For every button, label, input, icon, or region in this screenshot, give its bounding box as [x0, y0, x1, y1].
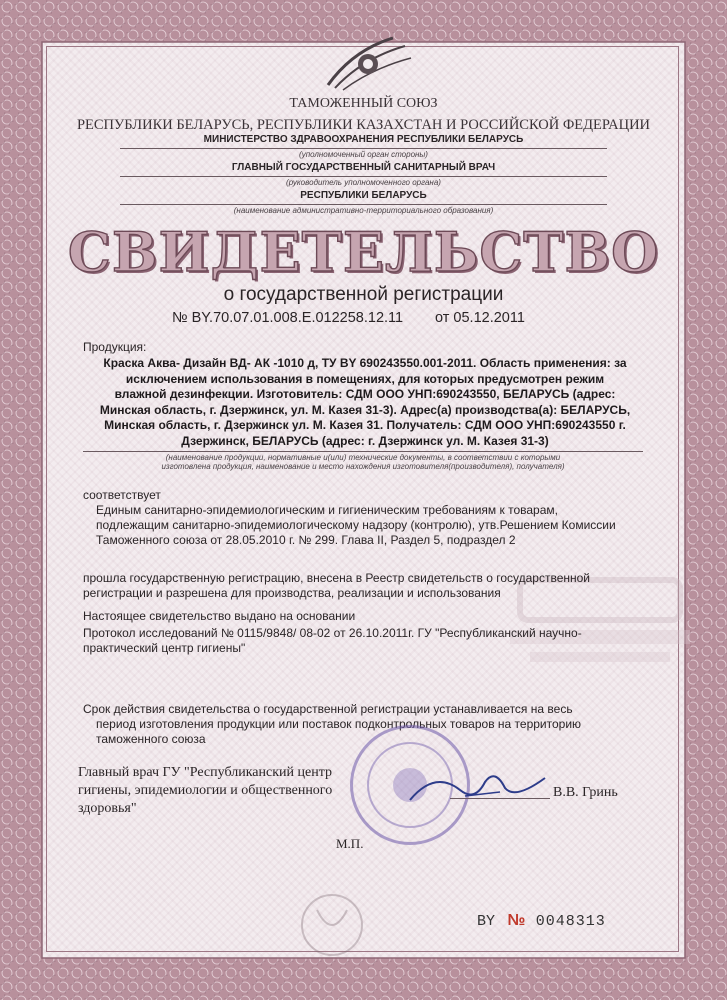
- republics-title: РЕСПУБЛИКИ БЕЛАРУСЬ, РЕСПУБЛИКИ КАЗАХСТАН И РОССИЙСКОЙ ФЕДЕРАЦИИ: [76, 117, 651, 133]
- product-note-line: изготовлена продукция, наименование и место нахождения изготовителя(производителя), получателя): [161, 462, 565, 471]
- product-note: [83, 453, 643, 471]
- product-line: исключением использования в помещениях, для которых предусмотрен режим: [125, 371, 605, 386]
- signature-block: [78, 764, 332, 818]
- territory-note: (наименование административно-территориального образования): [233, 206, 494, 215]
- certificate-title: СВИДЕТЕЛЬСТВО: [67, 220, 660, 284]
- republic-rule: [120, 204, 607, 205]
- compliance-line: Единым санитарно-эпидемиологическим и гигиеническим требованиям к товарам,: [96, 503, 558, 517]
- serial-value: 0048313: [535, 913, 606, 930]
- handwritten-signature-icon: [405, 760, 555, 810]
- registration-line: прошла государственную регистрацию, внесена в Реестр свидетельств о государственной: [83, 571, 590, 585]
- chief-doctor-rule: [120, 176, 607, 177]
- customs-union-emblem-icon: [323, 30, 413, 92]
- signer-name: В.В. Гринь: [553, 785, 618, 800]
- ministry-name: МИНИСТЕРСТВО ЗДРАВООХРАНЕНИЯ РЕСПУБЛИКИ БЕЛАРУСЬ: [203, 134, 524, 145]
- compliance-text: [96, 503, 656, 548]
- validity-line: период изготовления продукции или поставок подконтрольных товаров на территорию: [96, 717, 582, 731]
- validity-line: Срок действия свидетельства о государственной регистрации устанавливается на весь: [83, 702, 573, 716]
- product-rule: [83, 451, 643, 452]
- signature-line: Главный врач ГУ "Республиканский центр: [78, 765, 332, 780]
- authorized-note: (уполномоченный орган стороны): [299, 150, 428, 159]
- serial-number: [477, 912, 606, 930]
- validity-line: таможенного союза: [96, 732, 206, 746]
- registration-date: от 05.12.2011: [435, 310, 525, 326]
- registration-text: [83, 571, 663, 601]
- product-line: влажной дезинфекции. Изготовитель: СДМ ООО УНП:690243550, БЕЛАРУСЬ (адрес:: [114, 387, 616, 401]
- compliance-line: Таможенного союза от 28.05.2010 г. № 299. Глава II, Раздел 5, подраздел 2: [96, 533, 516, 547]
- registration-line: регистрации и разрешена для производства, реализации и использования: [83, 586, 501, 600]
- republic-name: РЕСПУБЛИКИ БЕЛАРУСЬ: [300, 190, 427, 201]
- serial-prefix: BY: [477, 913, 496, 930]
- head-note: (руководитель уполномоченного органа): [286, 178, 441, 187]
- basis-text: [83, 626, 663, 656]
- basis-label: Настоящее свидетельство выдано на основании: [83, 609, 356, 623]
- signature-line: здоровья": [78, 801, 137, 816]
- product-description: [70, 356, 660, 449]
- product-line: Дзержинск, БЕЛАРУСЬ (адрес: г. Дзержинск ул. М. Казея 31-3): [181, 433, 549, 448]
- compliance-line: подлежащим санитарно-эпидемиологическому надзору (контролю), утв.Решением Комиссии: [96, 518, 616, 532]
- product-note-line: (наименование продукции, нормативные и(или) технические документы, в соответствии с которыми: [165, 453, 561, 462]
- product-line: Краска Аква- Дизайн ВД- АК -1010 д, ТУ BY 690243550.001-2011. Область применения: за: [103, 356, 627, 370]
- mp-label: М.П.: [336, 836, 364, 851]
- certificate-subtitle: о государственной регистрации: [223, 284, 504, 305]
- union-title: ТАМОЖЕННЫЙ СОЮЗ: [289, 96, 438, 111]
- chief-doctor-title: ГЛАВНЫЙ ГОСУДАРСТВЕННЫЙ САНИТАРНЫЙ ВРАЧ: [231, 162, 496, 173]
- registration-number: № BY.70.07.01.008.E.012258.12.11: [172, 310, 404, 326]
- basis-line: практический центр гигиены": [83, 641, 246, 655]
- product-label: Продукция:: [83, 340, 147, 354]
- product-line: Минская область, г. Дзержинск, ул. М. Казея 31-3). Адрес(а) производства(а): БЕЛАРУСЬ,: [99, 402, 631, 417]
- serial-sign: №: [507, 912, 526, 929]
- lower-emblem-icon: [292, 890, 372, 960]
- product-line: Минская область, г. Дзержинск ул. М. Казея 31. Получатель: СДМ ООО УНП:690243550 г.: [104, 418, 626, 432]
- signature-rule: [450, 798, 550, 799]
- basis-line: Протокол исследований № 0115/9848/ 08-02 от 26.10.2011г. ГУ "Республиканский научно-: [83, 626, 582, 640]
- compliance-label: соответствует: [83, 488, 161, 502]
- signature-line: гигиены, эпидемиологии и общественного: [78, 783, 333, 798]
- ministry-rule: [120, 148, 607, 149]
